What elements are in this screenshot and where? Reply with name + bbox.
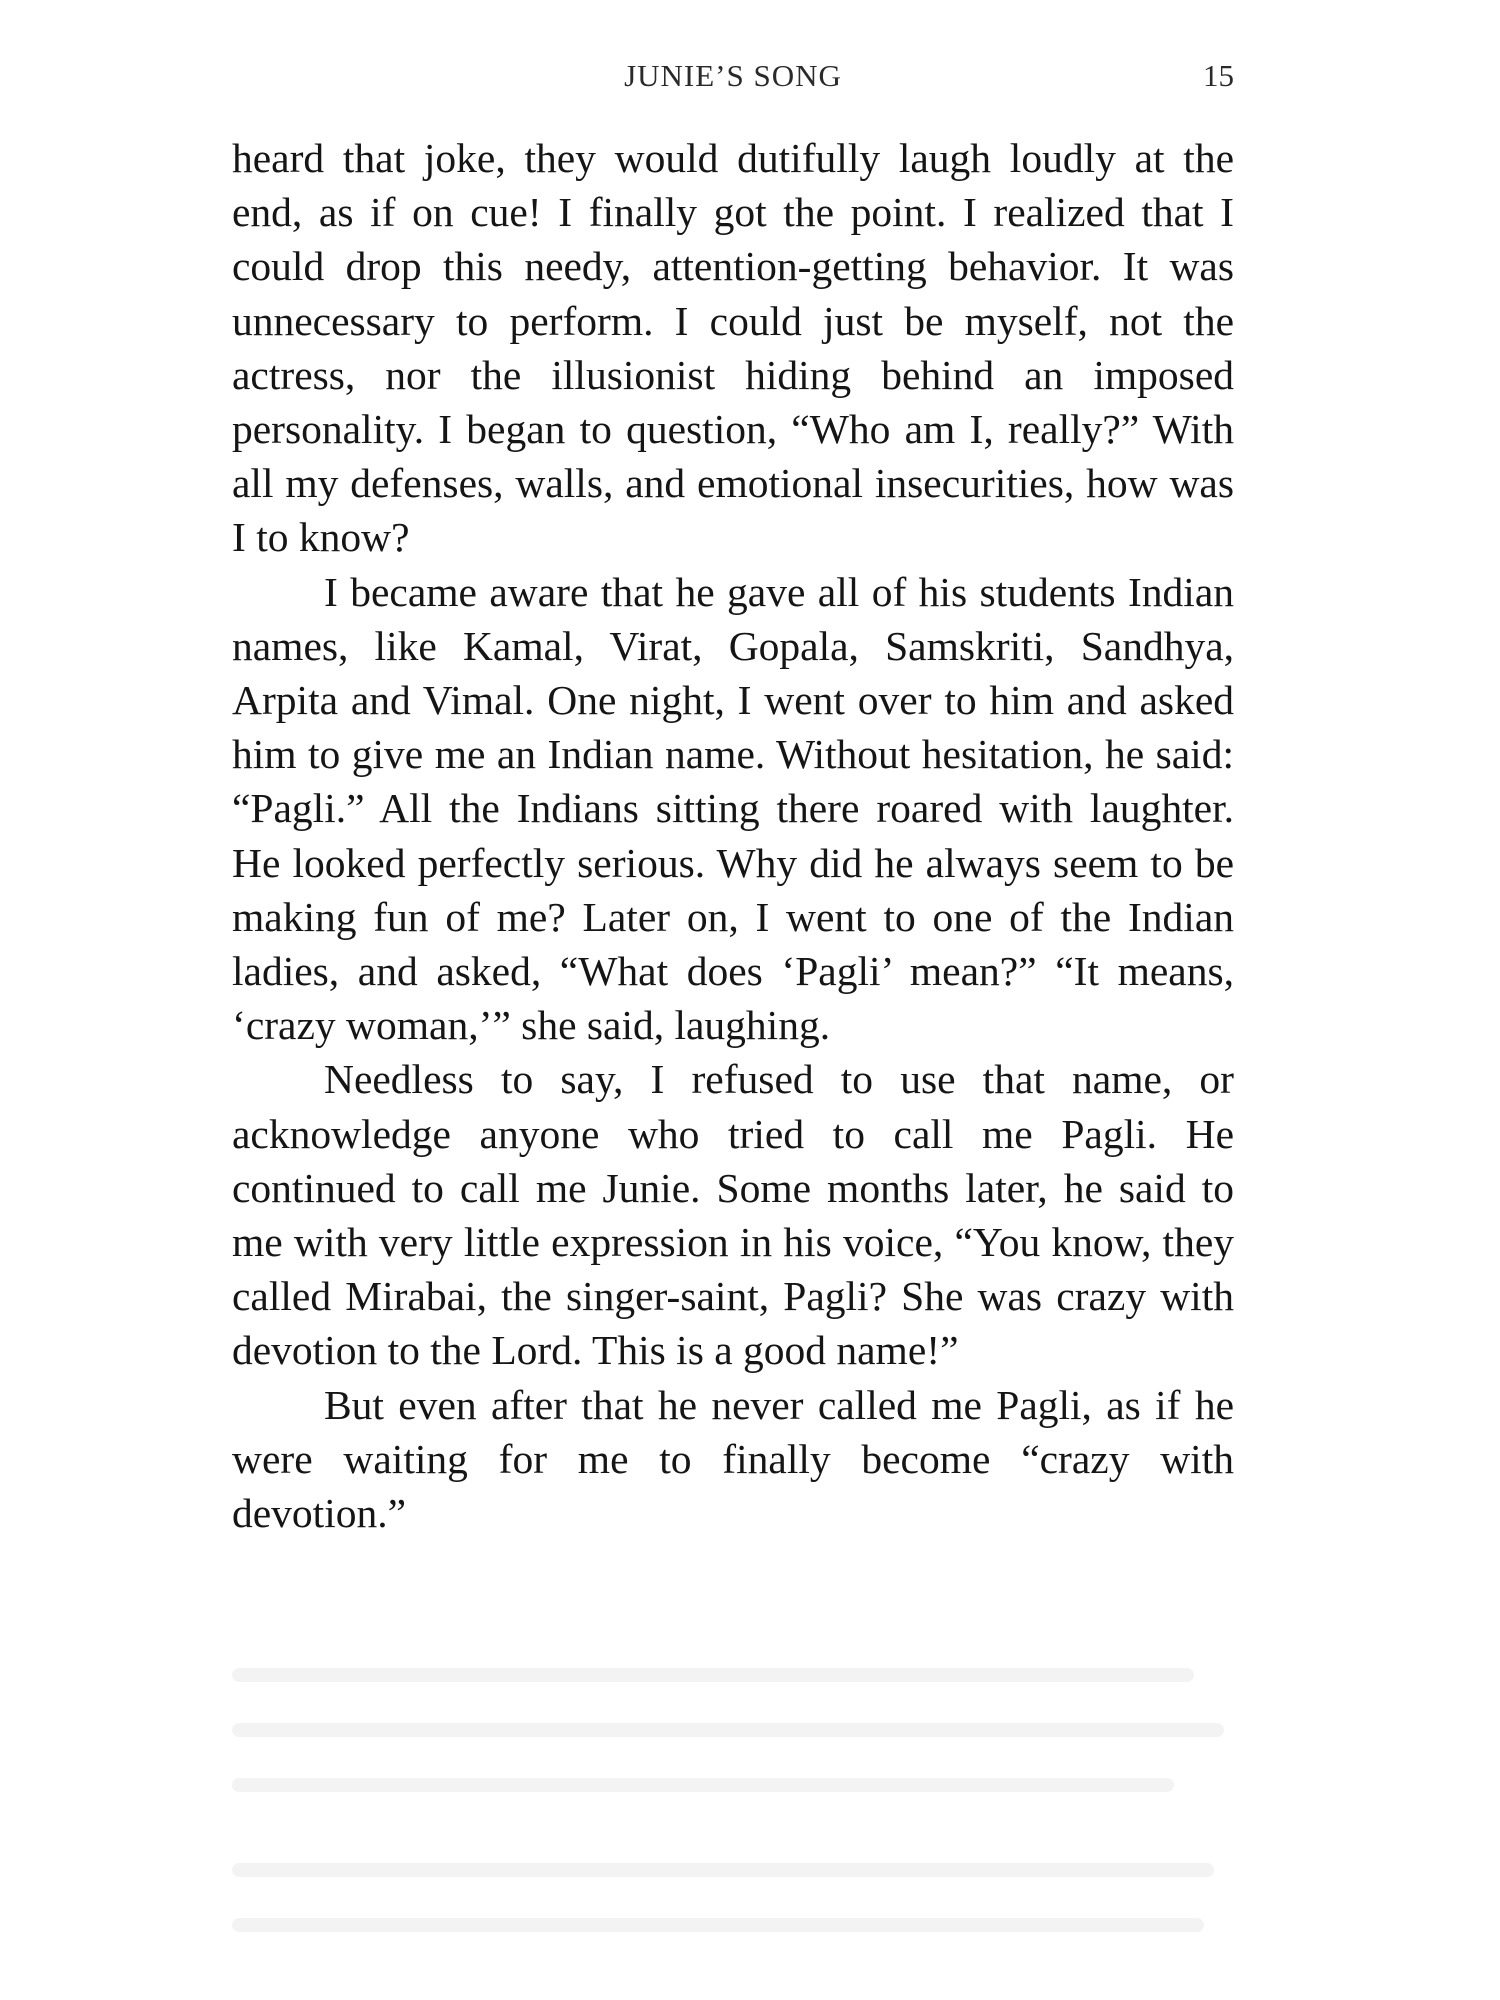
paragraph-2: I became aware that he gave all of his students Indian names, like Kamal, Virat, Gopala, Samskriti, Sandhya, Arpita and Vimal. One night, I went over to him and asked him to give me an Indian name. Without hesitation, he said: “Pagli.” All the Indians sitting there roared with laughter. He looked perfectly serious. Why did he always seem to be making fun of me? Later on, I went to one of the Indian ladies, and asked, “What does ‘Pagli’ mean?” “It means, ‘crazy woman,’” she said, laughing. [232, 568, 1234, 1049]
running-header [232, 58, 1234, 102]
show-through-lines [232, 1850, 1234, 1890]
show-through-lines [232, 1905, 1234, 1945]
show-through-lines [232, 1765, 1234, 1805]
paragraph-4: But even after that he never called me Pagli, as if he were waiting for me to finally become “crazy with devotion.” [232, 1381, 1234, 1537]
running-title: JUNIE’S SONG [624, 58, 842, 93]
paragraph-3: Needless to say, I refused to use that name, or acknowledge anyone who tried to call me Pagli. He continued to call me Junie. Some months later, he said to me with very little expression in his voice, “You know, they called Mirabai, the singer-saint, Pagli? She was crazy with devotion to the Lord. This is a good name!” [232, 1056, 1234, 1374]
page-number: 15 [1203, 58, 1234, 93]
body-text [232, 131, 1234, 1540]
show-through-lines [232, 1655, 1234, 1695]
paragraph-1: heard that joke, they would dutifully laugh loudly at the end, as if on cue! I finally got the point. I realized that I could drop this needy, attention-getting behavior. It was unnecessary to perform. I could just be myself, not the actress, nor the illusionist hiding behind an imposed personality. I began to question, “Who am I, really?” With all my defenses, walls, and emotional insecurities, how was I to know? [232, 135, 1234, 561]
show-through-lines [232, 1710, 1234, 1750]
